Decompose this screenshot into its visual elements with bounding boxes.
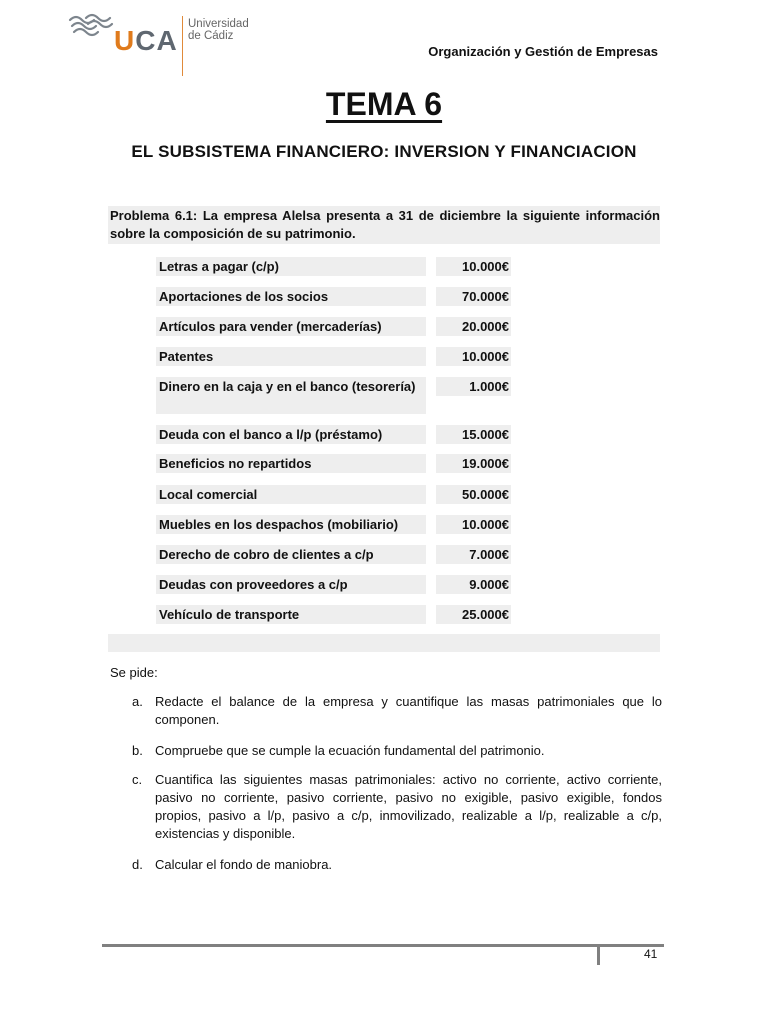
task-item <box>132 856 662 874</box>
task-text: Compruebe que se cumple la ecuación fundamental del patrimonio. <box>155 743 545 758</box>
footer-tick <box>597 947 600 965</box>
table-row-value: 10.000€ <box>436 515 511 534</box>
logo-university-name <box>188 18 249 42</box>
task-letter: a. <box>132 694 143 709</box>
table-row-label: Local comercial <box>156 485 426 504</box>
table-row-label: Letras a pagar (c/p) <box>156 257 426 276</box>
table-row-value: 7.000€ <box>436 545 511 564</box>
table-row-value: 15.000€ <box>436 425 511 444</box>
tasks-intro: Se pide: <box>110 665 158 680</box>
table-row-label: Derecho de cobro de clientes a c/p <box>156 545 426 564</box>
table-footer-box <box>108 634 660 652</box>
table-row-label: Deuda con el banco a l/p (préstamo) <box>156 425 426 444</box>
table-row-label: Deudas con proveedores a c/p <box>156 575 426 594</box>
course-title: Organización y Gestión de Empresas <box>428 44 658 59</box>
problem-statement: Problema 6.1: La empresa Alelsa presenta a 31 de diciembre la siguiente información sobre la composición de su patrimonio. <box>110 208 660 241</box>
task-letter: b. <box>132 743 143 758</box>
table-row-value: 20.000€ <box>436 317 511 336</box>
table-row-label: Dinero en la caja y en el banco (tesorería) <box>156 377 426 414</box>
page-subtitle: EL SUBSISTEMA FINANCIERO: INVERSION Y FINANCIACION <box>131 142 637 161</box>
uca-wave-icon <box>68 12 114 42</box>
task-item <box>132 693 662 729</box>
page-number: 41 <box>644 947 658 961</box>
table-row-value: 10.000€ <box>436 257 511 276</box>
task-letter: d. <box>132 857 143 872</box>
logo-divider <box>182 16 183 76</box>
logo-wordmark: UCA <box>114 25 178 56</box>
table-row-value: 19.000€ <box>436 454 511 473</box>
table-row-value: 50.000€ <box>436 485 511 504</box>
table-row-label: Artículos para vender (mercaderías) <box>156 317 426 336</box>
table-row-value: 70.000€ <box>436 287 511 306</box>
table-row-label: Vehículo de transporte <box>156 605 426 624</box>
table-row-label: Muebles en los despachos (mobiliario) <box>156 515 426 534</box>
table-row-value: 1.000€ <box>436 377 511 396</box>
task-text: Redacte el balance de la empresa y cuantifique las masas patrimoniales que lo componen. <box>155 694 662 727</box>
table-row-label: Aportaciones de los socios <box>156 287 426 306</box>
table-row-value: 25.000€ <box>436 605 511 624</box>
task-text: Calcular el fondo de maniobra. <box>155 857 333 872</box>
task-item <box>132 771 662 843</box>
table-row-value: 9.000€ <box>436 575 511 594</box>
page-title: TEMA 6 <box>325 86 443 122</box>
table-row-label: Beneficios no repartidos <box>156 454 426 473</box>
university-logo <box>68 12 268 76</box>
table-row-value: 10.000€ <box>436 347 511 366</box>
logo-line-2: de Cádiz <box>188 30 234 42</box>
task-item <box>132 742 662 760</box>
table-row-label: Patentes <box>156 347 426 366</box>
task-letter: c. <box>132 772 143 787</box>
footer-rule <box>102 944 664 947</box>
task-text: Cuantifica las siguientes masas patrimoniales: activo no corriente, activo corriente, pasivo no corriente, pasivo corriente, pasivo no exigible, pasivo exigible, fondos propios, pasivo a l/p, pasivo a c/p, inmovilizado, realizable a l/p, realizable a c/p, existencias y disponible. <box>155 772 662 841</box>
logo-line-1: Universidad <box>188 18 249 30</box>
